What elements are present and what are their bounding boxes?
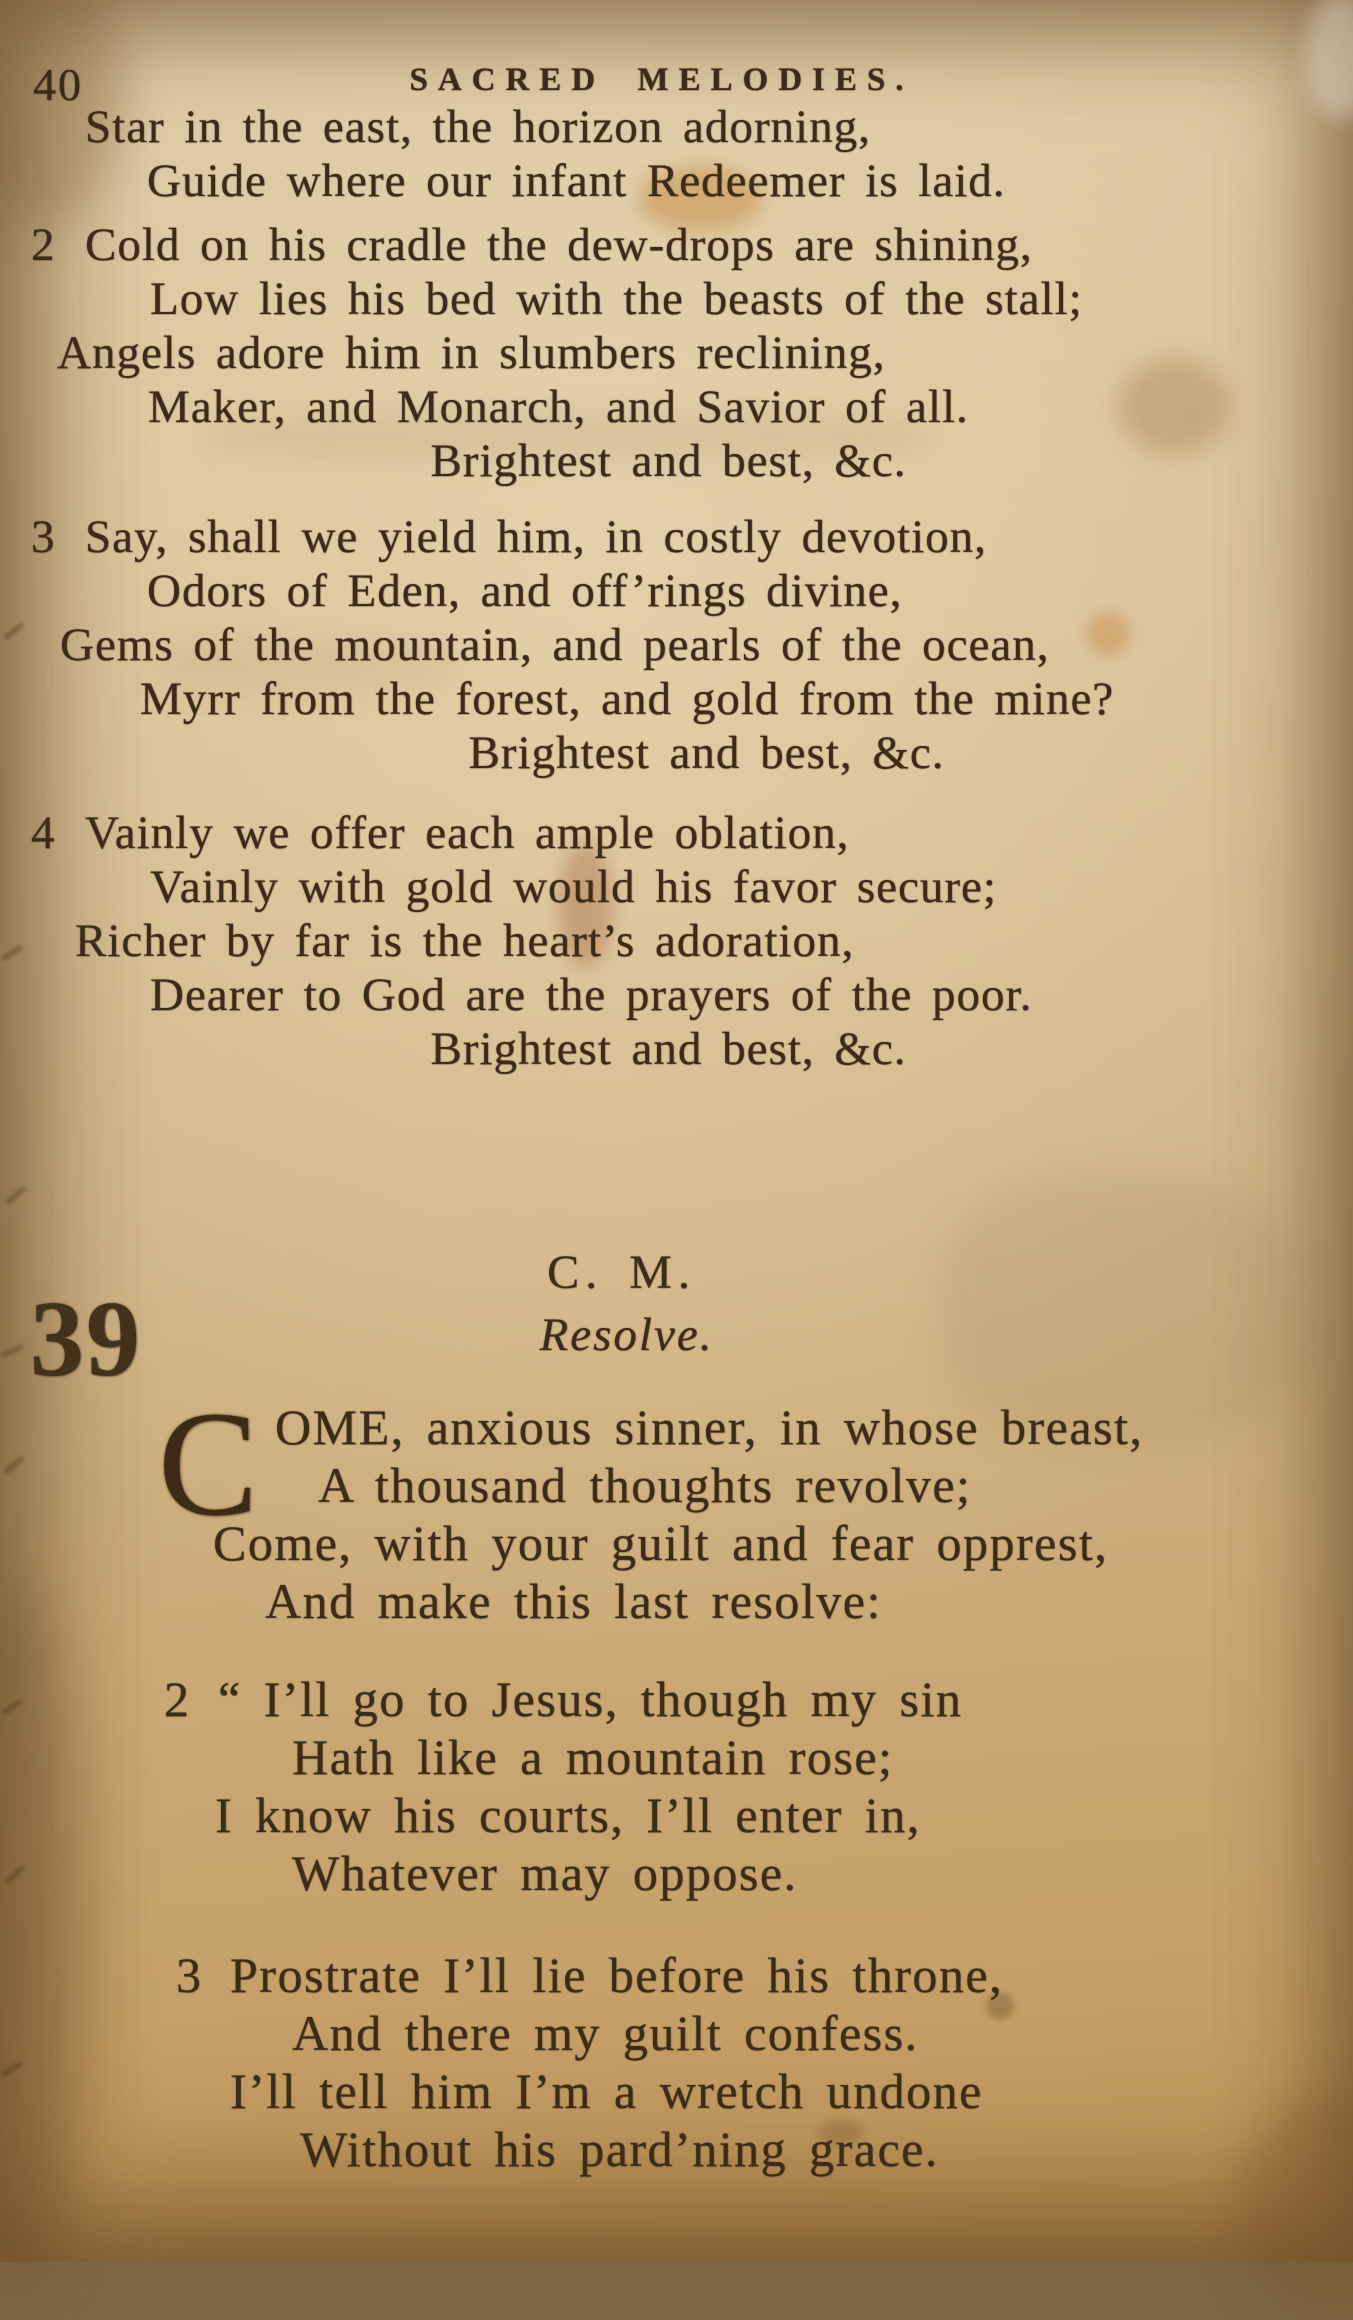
hymn-line: Hath like a mountain rose; — [292, 1728, 1353, 1786]
hymn-line — [230, 1946, 1353, 2004]
hymn-line: Vainly with gold would his favor secure; — [150, 860, 1353, 914]
hymn-line — [85, 510, 1353, 564]
hymn-line: I know his courts, I’ll enter in, — [215, 1786, 1353, 1844]
refrain-line: Brightest and best, &c. — [0, 1022, 1345, 1076]
refrain-line: Brightest and best, &c. — [30, 726, 1353, 780]
stanza-number: 2 — [164, 1670, 191, 1728]
hymn-line: OME, anxious sinner, in whose breast, — [275, 1398, 1353, 1456]
hymn-line: And make this last resolve: — [265, 1572, 1353, 1630]
refrain-line: Brightest and best, &c. — [0, 434, 1345, 488]
hymn-line-text: “ I’ll go to Jesus, though my sin — [218, 1671, 962, 1727]
hymn-line: Maker, and Monarch, and Savior of all. — [148, 380, 1353, 434]
hymn-line — [85, 218, 1353, 272]
hymn-line: Low lies his bed with the beasts of the stall; — [150, 272, 1353, 326]
hymn-line-text: Vainly we offer each ample oblation, — [85, 807, 849, 859]
hymn-line: Come, with your guilt and fear opprest, — [213, 1514, 1353, 1572]
hymn-line: A thousand thoughts revolve; — [318, 1456, 1353, 1514]
stanza-number: 4 — [31, 806, 56, 860]
stanza-number: 3 — [176, 1946, 203, 2004]
stanza — [0, 100, 1353, 208]
hymn-line: Gems of the mountain, and pearls of the ocean, — [60, 618, 1353, 672]
hymn-line: I’ll tell him I’m a wretch undone — [230, 2062, 1353, 2120]
stanza — [0, 806, 1353, 1076]
stanza — [0, 1670, 1353, 1902]
page-title: SACRED MELODIES. — [0, 62, 1323, 99]
page-number: 40 — [33, 58, 83, 111]
hymn-line: Odors of Eden, and off’rings divine, — [147, 564, 1353, 618]
continued-hymn — [0, 100, 1353, 1076]
hymn-line — [85, 806, 1353, 860]
hymn-line: Whatever may oppose. — [292, 1844, 1353, 1902]
stanza — [0, 1398, 1353, 1630]
hymn-line: Guide where our infant Redeemer is laid. — [147, 154, 1353, 208]
hymn-line — [218, 1670, 1353, 1728]
stanza — [0, 218, 1353, 488]
hymn-line-text: Say, shall we yield him, in costly devotion, — [85, 511, 987, 563]
hymn-line: And there my guilt confess. — [292, 2004, 1353, 2062]
drop-cap: C — [158, 1410, 260, 1518]
hymn-line: Richer by far is the heart’s adoration, — [75, 914, 1353, 968]
hymn-line-text: Prostrate I’ll lie before his throne, — [230, 1947, 1003, 2003]
hymn-meter: C. M. — [0, 1245, 1298, 1300]
hymn-line: Star in the east, the horizon adorning, — [85, 100, 1353, 154]
hymn-39 — [0, 1245, 1353, 2178]
stanza — [0, 510, 1353, 780]
hymn-line: Without his pard’ning grace. — [300, 2120, 1353, 2178]
hymn-line: Dearer to God are the prayers of the poor. — [150, 968, 1353, 1022]
stanza — [0, 1946, 1353, 2178]
stanza-number: 2 — [31, 218, 56, 272]
hymn-number: 39 — [30, 1286, 142, 1394]
hymn-line: Angels adore him in slumbers reclining, — [57, 326, 1353, 380]
hymn-line-text: Cold on his cradle the dew-drops are shining, — [85, 219, 1033, 271]
stanza-number: 3 — [31, 510, 56, 564]
hymn-title: Resolve. — [0, 1308, 1303, 1362]
hymn-line: Myrr from the forest, and gold from the mine? — [140, 672, 1353, 726]
